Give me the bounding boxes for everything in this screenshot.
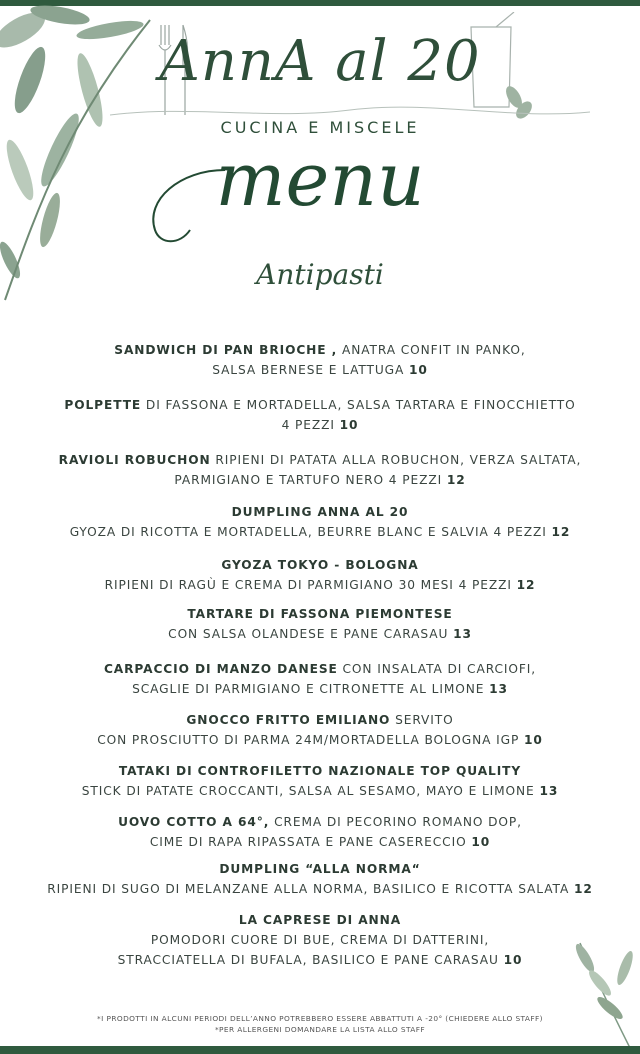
menu-item [10,812,630,852]
item-name: GNOCCO FRITTO EMILIANO [186,713,391,727]
item-price: 10 [503,953,523,967]
bottom-border [0,1046,640,1054]
menu-item [10,761,630,801]
item-description: RIPIENI DI PATATA ALLA ROBUCHON, VERZA SALTATA, [210,453,582,467]
item-description: CREMA DI PECORINO ROMANO DOP, [269,815,522,829]
item-description: CON PROSCIUTTO DI PARMA 24M/MORTADELLA BOLOGNA IGP [97,733,520,747]
menu-item [10,450,630,490]
item-price: 12 [573,882,593,896]
item-price: 10 [471,835,491,849]
item-name: CARPACCIO DI MANZO DANESE [103,662,338,676]
footnote-allergens: *PER ALLERGENI DOMANDARE LA LISTA ALLO STAFF [214,1025,426,1034]
item-name: DUMPLING “ALLA NORMA“ [219,862,421,876]
item-name: TARTARE DI FASSONA PIEMONTESE [187,607,453,621]
item-name: RAVIOLI ROBUCHON [58,453,211,467]
menu-swirl [140,150,230,250]
menu-item [10,659,630,699]
item-description: ANATRA CONFIT IN PANKO, [337,343,526,357]
item-price: 12 [516,578,536,592]
item-description: CIME DI RAPA RIPASSATA E PANE CASERECCIO [149,835,467,849]
item-description: 4 PEZZI [281,418,335,432]
item-description: CON SALSA OLANDESE E PANE CARASAU [168,627,449,641]
item-name: POLPETTE [64,398,142,412]
menu-item [10,710,630,750]
brand-tagline: CUCINA E MISCELE [220,118,420,137]
item-description: STRACCIATELLA DI BUFALA, BASILICO E PANE CARASAU [117,953,499,967]
footnotes [0,1013,640,1035]
item-description: SCAGLIE DI PARMIGIANO E CITRONETTE AL LIMONE [132,682,485,696]
menu-item [10,555,630,595]
menu-heading: menu [215,137,425,223]
item-description: RIPIENI DI SUGO DI MELANZANE ALLA NORMA, BASILICO E RICOTTA SALATA [47,882,570,896]
item-description: SALSA BERNESE E LATTUGA [212,363,405,377]
menu-item [10,502,630,542]
brand-name: AnnA al 20 [159,29,481,94]
item-description: SERVITO [390,713,454,727]
item-name: TATAKI DI CONTROFILETTO NAZIONALE TOP QUALITY [118,764,522,778]
item-price: 12 [551,525,571,539]
item-description: GYOZA DI RICOTTA E MORTADELLA, BEURRE BLANC E SALVIA 4 PEZZI [69,525,547,539]
item-name: DUMPLING ANNA AL 20 [231,505,409,519]
menu-item [10,910,630,970]
item-name: GYOZA TOKYO - BOLOGNA [221,558,419,572]
item-price: 13 [539,784,559,798]
item-description: RIPIENI DI RAGÙ E CREMA DI PARMIGIANO 30 MESI 4 PEZZI [104,578,512,592]
footnote-freezing: *I PRODOTTI IN ALCUNI PERIODI DELL’ANNO POTREBBERO ESSERE ABBATTUTI A -20° (CHIEDERE ALLO STAFF) [97,1014,543,1023]
item-price: 10 [339,418,359,432]
menu-item [10,604,630,644]
item-name: UOVO COTTO A 64°, [118,815,270,829]
item-price: 12 [446,473,466,487]
item-price: 10 [409,363,428,377]
item-description: PARMIGIANO E TARTUFO NERO 4 PEZZI [174,473,443,487]
menu-item [10,859,630,899]
item-name: LA CAPRESE DI ANNA [238,913,402,927]
item-description: CON INSALATA DI CARCIOFI, [337,662,537,676]
item-price: 10 [524,733,543,747]
section-title: Antipasti [256,258,384,291]
item-name: SANDWICH DI PAN BRIOCHE , [114,343,338,357]
item-description: STICK DI PATATE CROCCANTI, SALSA AL SESAMO, MAYO E LIMONE [81,784,535,798]
item-description: DI FASSONA E MORTADELLA, SALSA TARTARA E FINOCCHIETTO [141,398,576,412]
item-description: POMODORI CUORE DI BUE, CREMA DI DATTERINI, [150,933,490,947]
item-price: 13 [489,682,508,696]
item-price: 13 [453,627,472,641]
menu-item [10,395,630,435]
menu-item [10,340,630,380]
